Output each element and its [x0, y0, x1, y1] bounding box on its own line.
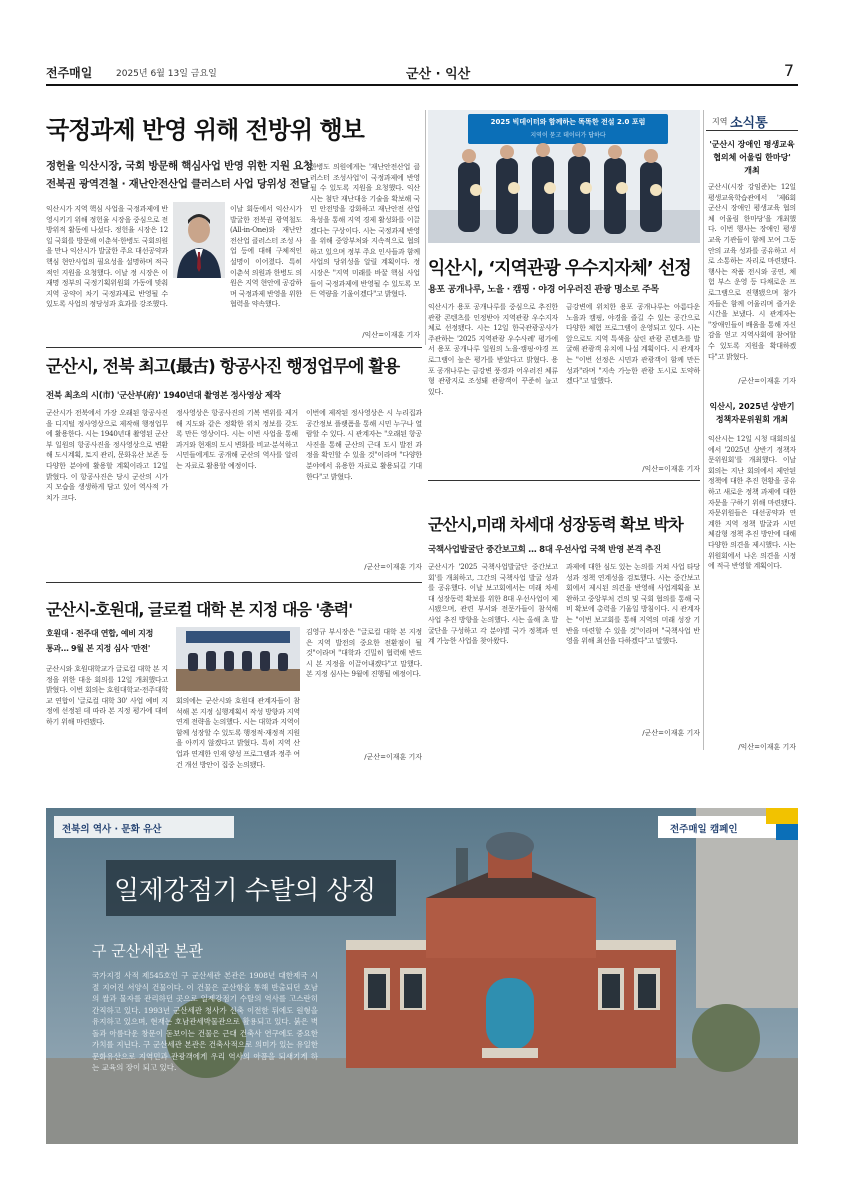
sidebar-header [706, 111, 798, 131]
article2-subhead: 용포 공개나루, 노을 · 캠핑 · 야경 어우러진 관광 명소로 주목 [428, 285, 659, 295]
series-label: 전북의 역사 · 문화 유산 [62, 824, 162, 835]
sidebar-title: 소식통 [730, 116, 768, 131]
banner-subtext: 지역이 묻고 데이터가 답하다 [530, 132, 606, 139]
banner-text: 2025 빅데이터와 함께하는 똑똑한 전설 2.0 포럼 [490, 118, 646, 126]
accent-block-yellow [766, 808, 798, 824]
article2-body-col1: 익산시가 용포 공개나루를 중심으로 추진한 관광 콘텐츠를 인정받아 지역관광 우수지자체로 선정됐다. 시는 12일 한국관광공사가 주관하는 '2025 지역관광 우수사례' 평가에서 용포 공개나루 일원의 노을·캠핑·야경 프로그램이 높은 평가를 받았다고 밝혔다. 용포 공개나루는 금강변 풍경과 어우러진 체류형 관광지로 조성돼 관광객이 꾸준히 늘고 있다. [428, 303, 558, 396]
sidebar-item1-headline: '군산시 장애인 평생교육 협의체 어울림 한마당' 개최 [709, 140, 795, 175]
article5-headline: 군산시-호원대, 글로컬 대학 본 지정 대응 '총력' [46, 600, 353, 619]
newspaper-name: 전주매일 [46, 66, 93, 80]
article3-headline: 군산시, 전북 최고(最古) 항공사진 행정업무에 활용 [46, 357, 400, 377]
feature-body: 국가지정 사적 제545호인 구 군산세관 본관은 1908년 대한제국 시절 지어진 서양식 건물이다. 이 건물은 군산항을 통해 반출되던 호남의 쌀과 물자를 관리하던 곳으로 일제강점기 수탈의 역사를 고스란히 간직하고 있다. 1993년 군산세관 청사가 신축 이전한 뒤에도 원형을 유지하고 있으며, 현재는 호남관세박물관으로 활용되고 있다. 붉은 벽돌과 아름다운 창문이 돋보이는 건물은 근대 건축사 연구에도 중요한 가치를 지닌다. 구 군산세관 본관은 건축사적으로 의미가 있는 유일한 문화유산으로 지역민과 관광객에게 우리 역사의 아픔을 되새기게 하는 교육의 장이 되고 있다. [92, 971, 318, 1072]
page-number: 7 [783, 61, 794, 80]
section-title: 군산 · 익산 [406, 67, 471, 82]
article2-body-col2: 금강변에 위치한 용포 공개나루는 아름다운 노을과 캠핑, 야경을 즐길 수 있는 공간으로 다양한 체험 프로그램이 운영되고 있다. 시는 앞으로도 지역 특색을 살린 관광 콘텐츠를 발굴해 관광객 유치에 나설 계획이다. 시 관계자는 "이번 선정은 시민과 관광객이 함께 만든 성과"라며 "지속 가능한 관광 도시로 도약하겠다"고 말했다. [566, 303, 700, 386]
campaign-label: 전주매일 캠페인 [670, 824, 738, 835]
article4-body-col1: 군산시가 '2025 국책사업발굴단 중간보고회'를 개최하고, 그간의 국책사업 발굴 성과를 공유했다. 이날 보고회에서는 미래 차세대 성장동력 확보를 위한 8대 우선사업이 제시됐으며, 관련 부서와 전문가들이 참석해 사업 추진 방향을 논의했다. 시는 올해 초 발굴단을 구성하고 각 분야별 국가 정책과 연계 가능한 사업을 찾아왔다. [428, 563, 558, 646]
portrait-photo [173, 202, 225, 278]
feature-title: 일제강점기 수탈의 상징 [114, 876, 376, 906]
article2-headline: 익산시, ‘지역관광 우수지자체’ 선정 [428, 258, 691, 279]
sidebar-item2-byline: /익산=이재훈 기자 [738, 743, 796, 751]
heritage-feature [46, 808, 798, 1144]
article3-subhead: 전북 최초의 시(市) '군산부(府)' 1940년대 촬영본 정사영상 제작 [46, 391, 281, 401]
article2-byline: /익산=이재훈 기자 [642, 465, 700, 473]
article4-body-col2: 과제에 대한 심도 있는 논의를 거쳐 사업 타당성과 정책 연계성을 검토했다. 시는 중간보고회에서 제시된 의견을 반영해 사업계획을 보완하고 중앙부처 건의 및 국회 협의를 통해 국비 확보에 총력을 기울일 방침이다. 시 관계자는 "이번 보고회를 통해 지역의 미래 성장 기반을 마련할 수 있을 것"이라며 "국책사업 반영을 위해 최선을 다하겠다"고 말했다. [566, 563, 700, 646]
issue-date: 2025년 6월 13일 금요일 [116, 69, 217, 79]
article1-byline: /익산=이재훈 기자 [362, 331, 420, 339]
article1-body-col1: 익산시가 지역 핵심 사업을 국정과제에 반영시키기 위해 정헌율 시장을 중심으로 전방위적 활동에 나섰다. 정헌율 시장은 12일 국회를 방문해 이춘석·한병도 국회의원을 만나 익산시가 발굴한 주요 대선공약과 핵심 현안사업의 필요성을 설명하며 적극적인 지원을 요청했다. 이날 정 시장은 이재명 정부의 국정기획위원회 가동에 맞춰 지역 공약이 차기 국정과제로 반영될 수 있도록 사업의 정당성과 효과를 강조했다. [46, 205, 168, 309]
article3-body-col3: 이번에 제작된 정사영상은 시 누리집과 공간정보 플랫폼을 통해 시민 누구나 열람할 수 있다. 시 관계자는 "오래된 항공사진을 통해 군산의 근대 도시 발전 과정을 확인할 수 있을 것"이라며 "다양한 분야에서 유용한 자료로 활용되길 기대한다"고 밝혔다. [306, 409, 422, 481]
feature-subtitle: 구 군산세관 본관 [92, 942, 203, 960]
article3-body-col1: 군산시가 전북에서 가장 오래된 항공사진을 디지털 정사영상으로 제작해 행정업무에 활용한다. 시는 1940년대 촬영된 군산부 일원의 항공사진을 정사영상으로 변환해 도시계획, 토지 관리, 문화유산 보존 등 다양한 분야에 활용할 계획이라고 12일 밝혔다. 이 항공사진은 당시 군산의 시가지 모습을 생생하게 담고 있어 역사적 가치가 크다. [46, 409, 168, 502]
article1-body-col3: 한병도 의원에게는 '재난안전산업 클러스터 조성사업'이 국정과제에 반영될 수 있도록 지원을 요청했다. 익산시는 첨단 재난대응 기술을 확보해 국민 안전망을 강화하고 재난안전 산업 육성을 통해 지역 경제 활성화를 이끌겠다는 구상이다. 시는 국정과제 반영을 위해 중앙부처와 지속적으로 협의하고 있으며 정부 주요 인사들과 함께 사업의 당위성을 알릴 계획이다. 정 시장은 "지역 미래를 바꿀 핵심 사업들이 국정과제에 반영될 수 있도록 모든 역량을 기울이겠다"고 밝혔다. [310, 163, 420, 299]
article5-subhead-2: 통과… 9월 본 지정 심사 '만전' [46, 644, 150, 653]
meeting-photo [176, 627, 300, 691]
article5-body-col1: 군산시와 호원대학교가 글로컬 대학 본 지정을 위한 대응 회의를 12일 개최했다고 밝혔다. 이번 회의는 호원대학교-전주대학교 연합이 '글로컬 대학 30' 사업 예비 지정에 선정된 데 따라 본 지정 평가에 대비하기 위해 마련됐다. [46, 665, 168, 726]
article4-subhead: 국책사업발굴단 중간보고회 … 8대 우선사업 국책 반영 본격 추진 [428, 545, 661, 555]
sidebar-item2-body: 익산시는 12일 시청 대회의실에서 '2025년 상반기 정책자문위원회'를 개최했다. 이날 회의는 지난 회의에서 제안된 정책에 대한 추진 현황을 공유하고 새로운 정책 과제에 대한 자문을 구하기 위해 마련됐다. 자문위원들은 대선공약과 연계한 지역 정책 발굴과 시민 체감형 정책 추진 방안에 대해 다양한 의견을 제시했다. 시는 위원회에서 나온 의견을 시정에 적극 반영할 계획이다. [708, 435, 796, 571]
article5-subhead-1: 호원대 · 전주대 연합, 예비 지정 [46, 629, 154, 638]
article4-headline: 군산시,미래 차세대 성장동력 확보 박차 [428, 515, 683, 534]
ceremony-photo [428, 110, 700, 243]
article1-subhead-1: 정헌율 익산시장, 국회 방문해 핵심사업 반영 위한 지원 요청 [46, 160, 313, 172]
article1-subhead-2: 전북권 광역견철 · 재난안전산업 클러스터 사업 당위성 전달 [46, 178, 310, 190]
series-label-box [54, 816, 234, 838]
sidebar-item1-body: 군산시(시장 강임준)는 12일 평생교육학습관에서 '제6회 군산시 장애인 평생교육 협의체 어울림 한마당'을 개최했다. 이번 행사는 장애인 평생교육 기관들이 함께 모여 그동안의 교육 성과를 공유하고 서로 소통하는 자리로 마련됐다. 행사는 작품 전시와 공연, 체험 부스 운영 등 다채로운 프로그램으로 진행됐으며 참가자들은 함께 어울리며 즐거운 시간을 보냈다. 시 관계자는 "장애인들이 배움을 통해 자신감을 얻고 지역사회에 참여할 수 있도록 지원을 확대하겠다"고 밝혔다. [708, 183, 796, 361]
sidebar-tag: 지역 [712, 117, 728, 126]
article3-body-col2: 정사영상은 항공사진의 기복 변위를 제거해 지도와 같은 정확한 위치 정보를 갖도록 만든 영상이다. 시는 이번 사업을 통해 과거와 현재의 도시 변화를 비교·분석하고 시민들에게도 공개해 군산의 역사를 알리는 자료로 활용할 예정이다. [176, 409, 298, 470]
article4-byline: /군산=이재훈 기자 [642, 729, 700, 737]
article3-byline: /군산=이재훈 기자 [364, 563, 422, 571]
sidebar-item2-headline: 익산시, 2025년 상반기 정책자문위원회 개최 [709, 402, 795, 424]
article1-body-col2: 이날 회동에서 익산시가 발굴한 전북권 광역철도(All-in-One)와 재난안전산업 클러스터 조성 사업 등에 대해 구체적인 설명이 이어졌다. 특히 이춘석 의원과 한병도 의원은 지역 현안에 공감하며 국정과제 반영을 위한 협력을 약속했다. [230, 205, 302, 309]
sidebar-item1-byline: /군산=이재훈 기자 [738, 377, 796, 385]
article5-body-col2: 회의에는 군산시와 호원대 관계자들이 참석해 본 지정 실행계획서 작성 방향과 지역 연계 전략을 논의했다. 시는 대학과 지역이 함께 성장할 수 있도록 행정적·재정적 지원을 아끼지 않겠다고 밝혔다. 특히 지역 산업과 연계한 인재 양성 프로그램과 정주 여건 개선 방안이 집중 논의됐다. [176, 697, 300, 769]
feature-title-box [106, 860, 396, 916]
accent-block-blue [776, 824, 798, 840]
article1-headline: 국정과제 반영 위해 전방위 행보 [46, 116, 364, 144]
article5-body-col3: 김영규 부시장은 "글로컬 대학 본 지정은 지역 발전의 중요한 전환점이 될 것"이라며 "대학과 긴밀히 협력해 반드시 본 지정을 이끌어내겠다"고 말했다. 본 지정 심사는 9월에 진행될 예정이다. [306, 628, 422, 679]
article5-byline: /군산=이재훈 기자 [364, 753, 422, 761]
page-header [46, 60, 798, 86]
